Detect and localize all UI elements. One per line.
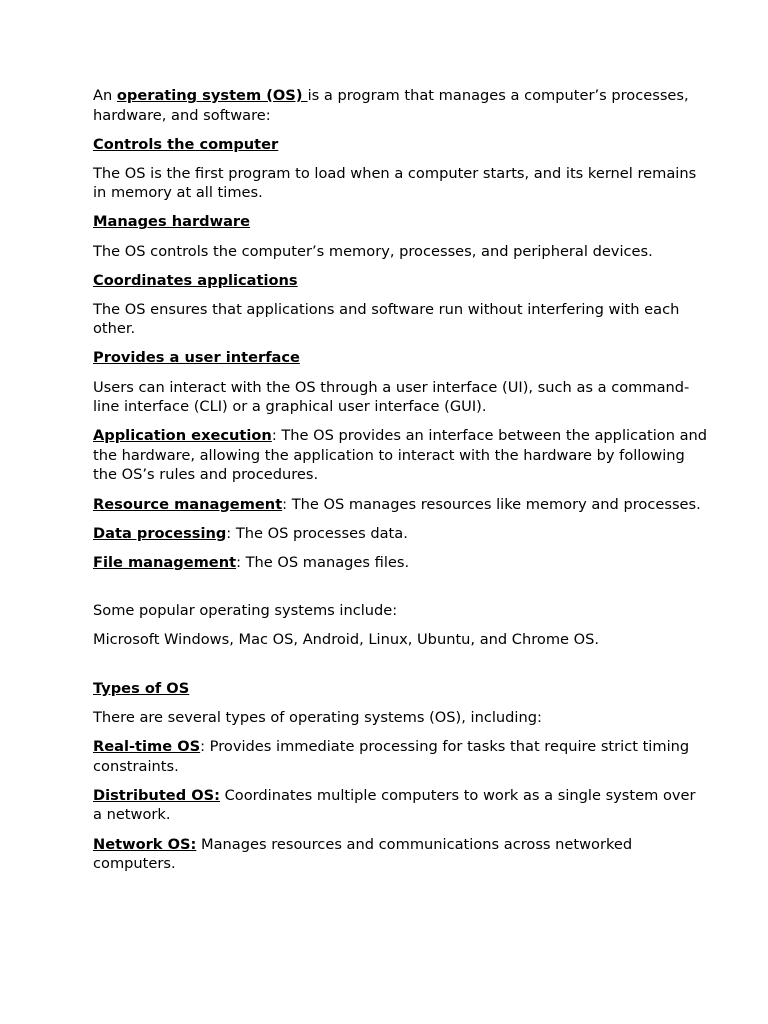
task-text: : The OS manages files.	[236, 553, 410, 571]
task-resource-management	[93, 495, 708, 515]
type-network-os	[93, 835, 708, 874]
task-text: : The OS provides an interface between the application and the hardware, allowing the application to interact with the hardware by following the OS’s rules and procedures.	[93, 427, 708, 484]
intro-prefix: An	[93, 87, 117, 104]
popular-os-list: Microsoft Windows, Mac OS, Android, Linux, Ubuntu, and Chrome OS.	[93, 631, 600, 649]
blank-line	[93, 659, 708, 679]
types-intro: There are several types of operating systems (OS), including:	[93, 709, 542, 727]
intro-paragraph	[93, 86, 708, 125]
heading-coordinates-applications: Coordinates applications	[93, 271, 298, 289]
task-term: File management	[93, 553, 237, 571]
type-text: Manages resources and communications across networked computers.	[93, 835, 633, 873]
task-term: Resource management	[93, 495, 283, 513]
paragraph-manages-hardware: The OS controls the computer’s memory, processes, and peripheral devices.	[93, 242, 653, 260]
paragraph-coordinates-applications: The OS ensures that applications and software run without interfering with each other.	[93, 300, 680, 338]
type-text: : Provides immediate processing for tasks that require strict timing constraints.	[93, 738, 690, 775]
type-term: Network OS:	[93, 835, 197, 853]
paragraph-user-interface: Users can interact with the OS through a user interface (UI), such as a command-line interface (CLI) or a graphical user interface (GUI).	[93, 378, 690, 416]
task-term: Application execution	[93, 427, 272, 445]
heading-controls-computer: Controls the computer	[93, 135, 279, 153]
type-term: Real-time OS	[93, 738, 201, 756]
task-text: : The OS manages resources like memory and processes.	[282, 495, 701, 513]
blank-line	[93, 582, 708, 602]
type-text: Coordinates multiple computers to work as a single system over a network.	[93, 786, 696, 824]
heading-user-interface: Provides a user interface	[93, 349, 300, 367]
task-application-execution	[93, 426, 708, 485]
intro-suffix: is a program that manages a computer’s processes, hardware, and software:	[93, 87, 689, 124]
paragraph-controls-computer: The OS is the first program to load when a computer starts, and its kernel remains in memory at all times.	[93, 164, 697, 202]
heading-manages-hardware: Manages hardware	[93, 213, 251, 231]
popular-os-intro: Some popular operating systems include:	[93, 602, 398, 620]
task-text: : The OS processes data.	[226, 524, 408, 542]
heading-types-of-os: Types of OS	[93, 679, 190, 697]
task-file-management	[93, 553, 708, 573]
type-distributed-os	[93, 786, 708, 825]
type-real-time-os	[93, 737, 708, 776]
type-term: Distributed OS:	[93, 786, 220, 804]
os-term: operating system (OS)	[116, 87, 308, 104]
task-data-processing	[93, 524, 708, 544]
task-term: Data processing	[93, 524, 227, 542]
